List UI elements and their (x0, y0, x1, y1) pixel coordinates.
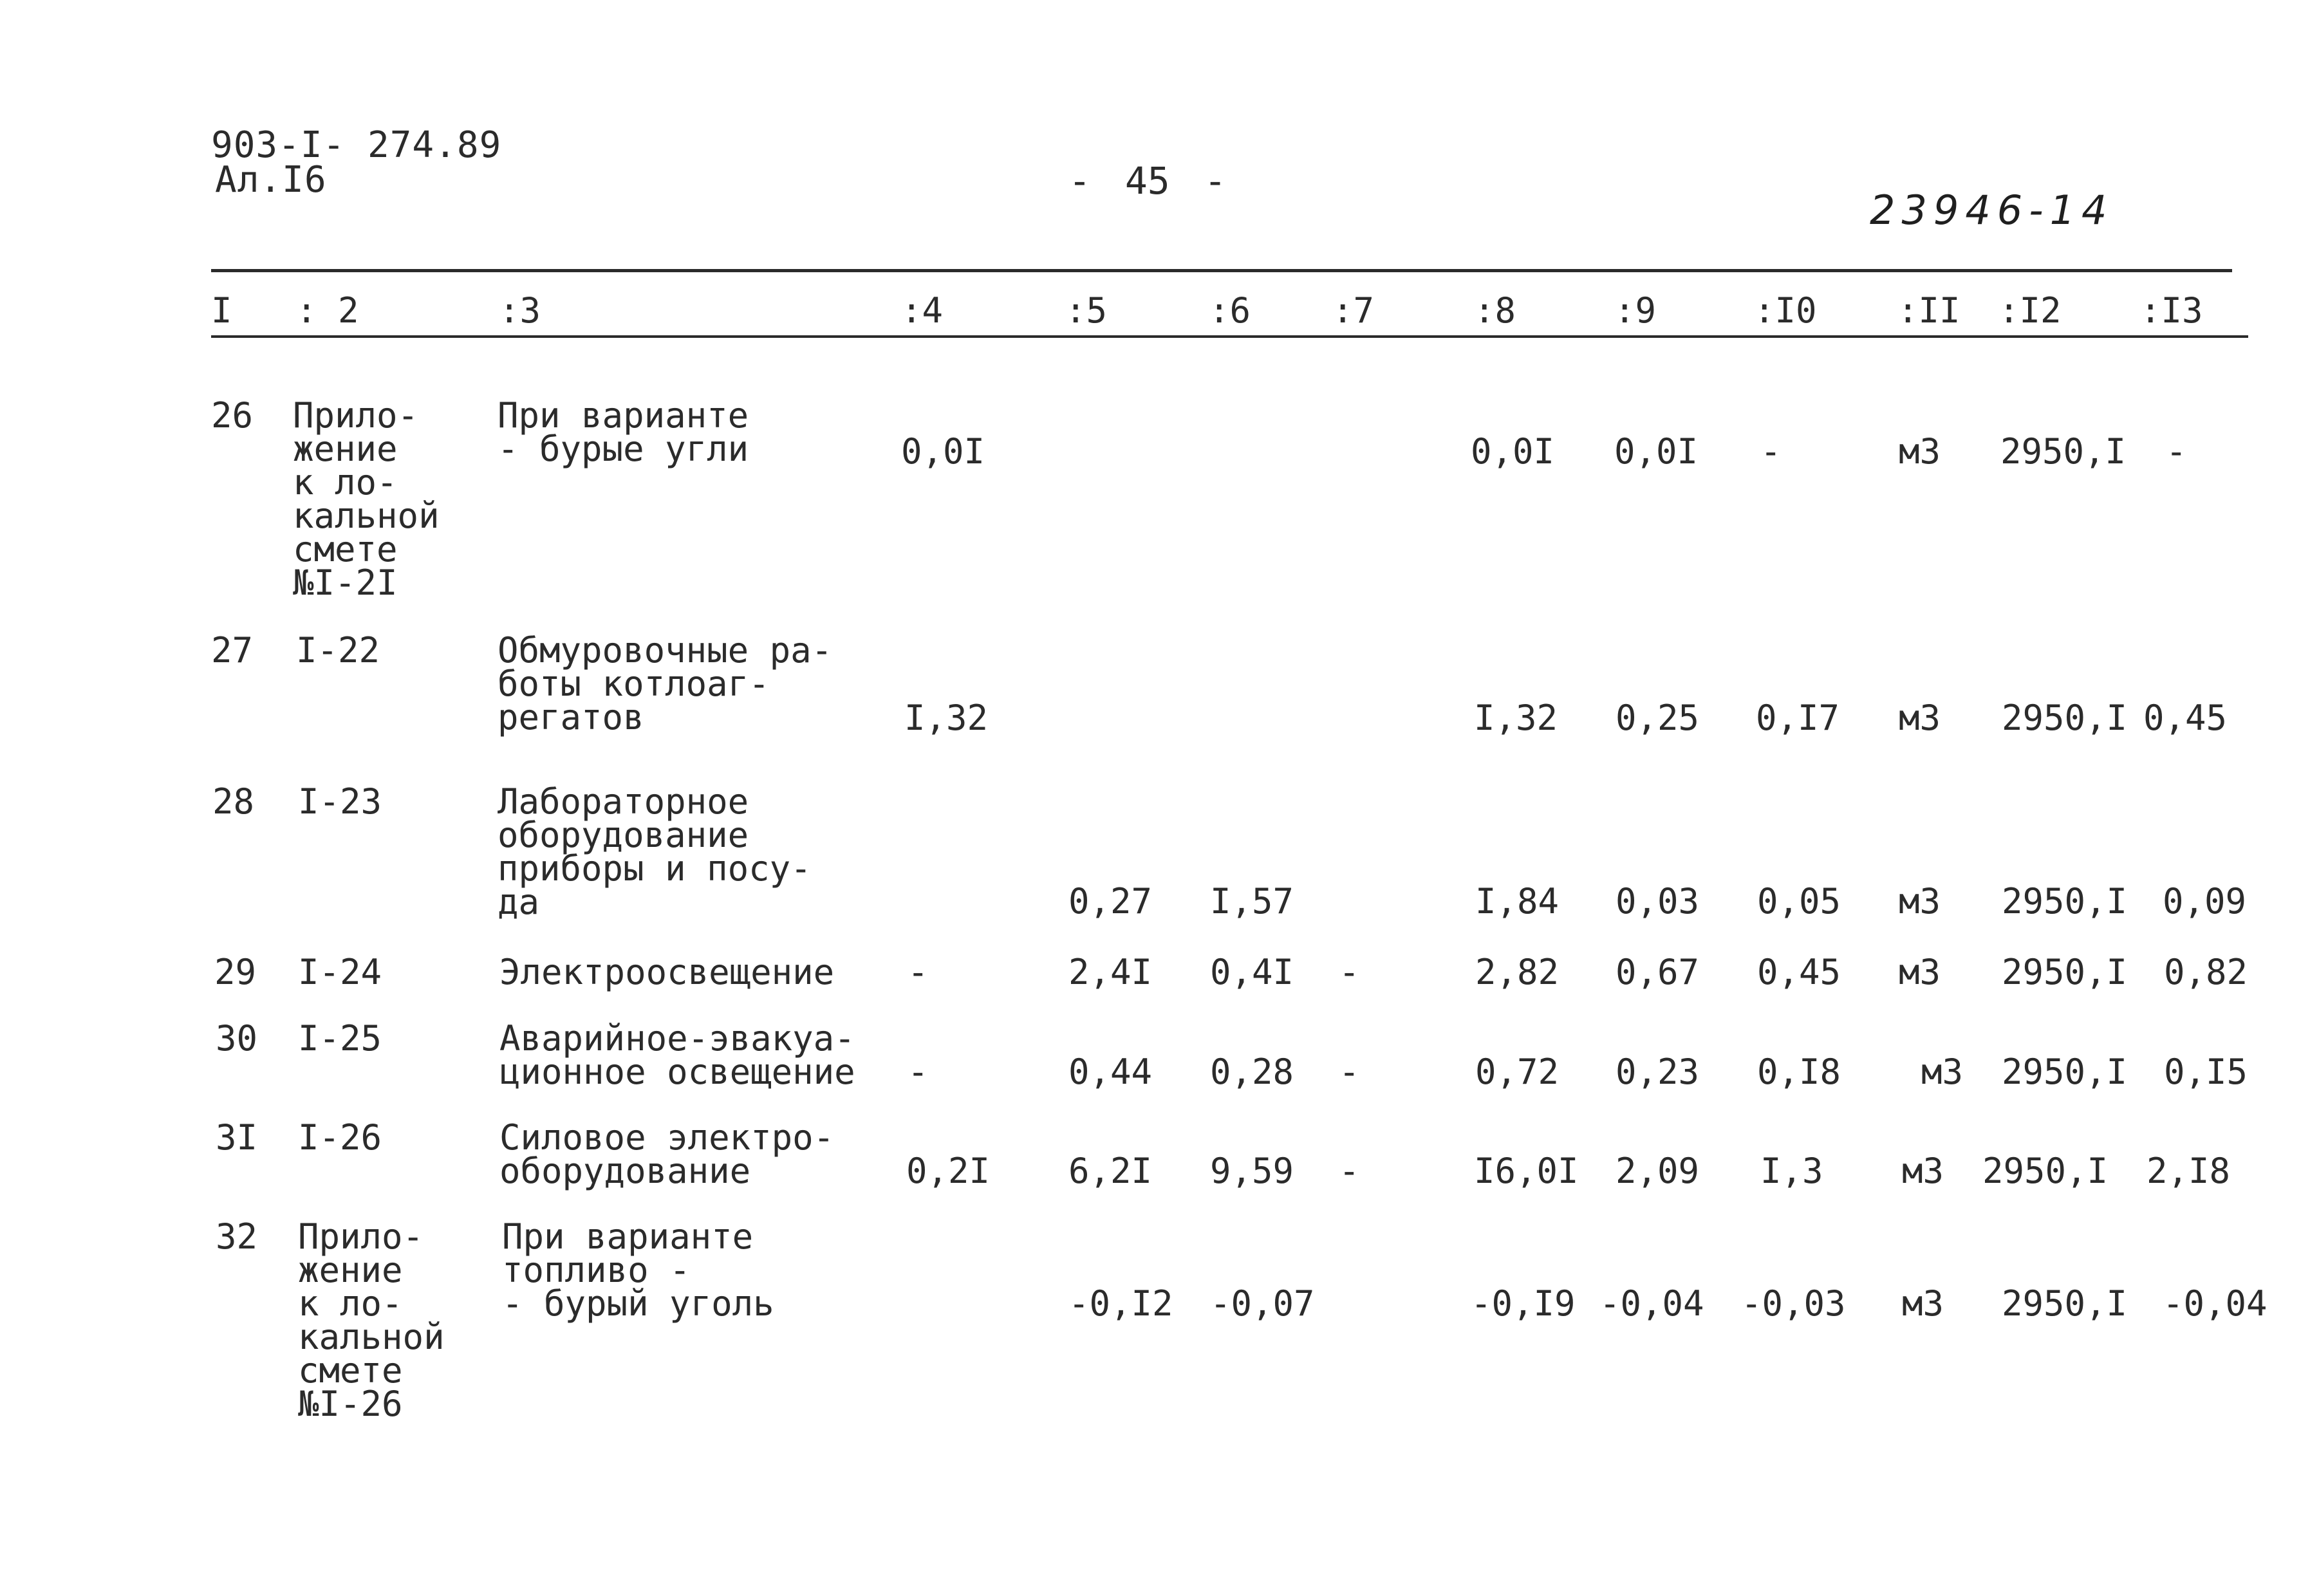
cell-col-12: 2950,I (2002, 1052, 2128, 1092)
table-top-rule (211, 269, 2232, 272)
cell-col-11: м3 (1921, 1052, 1964, 1092)
column-header-12: :I2 (1998, 290, 2062, 331)
row-number: 30 (216, 1018, 258, 1059)
column-header-11: :II (1897, 290, 1960, 331)
column-header-7: :7 (1332, 290, 1375, 331)
column-header-8: :8 (1474, 290, 1516, 331)
cell-col-13: -0,04 (2163, 1283, 2268, 1324)
cell-col-11: м3 (1902, 1283, 1944, 1324)
cell-col-8: 2,82 (1475, 952, 1560, 992)
cell-col-12: 2950,I (1982, 1151, 2109, 1191)
column-header-9: :9 (1614, 290, 1657, 331)
cell-col-5: 6,2I (1068, 1151, 1153, 1191)
cell-col-9: 0,67 (1616, 952, 1700, 992)
row-code: I-22 (296, 630, 380, 671)
cell-col-10: 0,I8 (1757, 1052, 1841, 1092)
column-header-13: :I3 (2140, 290, 2203, 331)
row-name: Аварийное-эвакуа- ционное освещение (499, 1018, 855, 1092)
cell-col-8: I,84 (1475, 881, 1560, 922)
cell-col-6: I,57 (1210, 881, 1294, 922)
column-header-3: :3 (499, 290, 541, 331)
sheet-number: Ал.I6 (215, 159, 327, 201)
cell-col-11: м3 (1899, 431, 1941, 472)
column-header-5: :5 (1065, 290, 1108, 331)
cell-col-5: 0,27 (1068, 881, 1153, 922)
cell-col-9: 0,0I (1614, 431, 1699, 472)
cell-col-4: 0,2I (906, 1151, 991, 1191)
cell-col-11: м3 (1899, 952, 1941, 992)
cell-col-6: 9,59 (1210, 1151, 1294, 1191)
cell-col-13: - (2166, 431, 2187, 472)
cell-col-13: 0,45 (2143, 698, 2228, 738)
cell-col-9: 0,03 (1616, 881, 1700, 922)
cell-col-12: 2950,I (2002, 698, 2128, 738)
row-name: При варианте топливо - - бурый уголь (502, 1216, 774, 1324)
column-header-2: : 2 (296, 290, 359, 331)
cell-col-8: -0,I9 (1471, 1283, 1576, 1324)
cell-col-13: 2,I8 (2147, 1151, 2231, 1191)
handwritten-inventory-number: 23946-14 (1870, 187, 2114, 234)
column-header-4: :4 (901, 290, 944, 331)
cell-col-4: 0,0I (901, 431, 985, 472)
cell-col-11: м3 (1902, 1151, 1944, 1191)
column-header-10: :I0 (1754, 290, 1817, 331)
cell-col-4: - (908, 952, 929, 992)
cell-col-8: I6,0I (1474, 1151, 1579, 1191)
cell-col-9: 0,25 (1616, 698, 1700, 738)
cell-col-4: I,32 (904, 698, 989, 738)
cell-col-4: - (908, 1052, 929, 1092)
cell-col-10: 0,45 (1757, 952, 1841, 992)
row-number: 3I (216, 1117, 258, 1158)
cell-col-12: 2950,I (2002, 1283, 2128, 1324)
cell-col-11: м3 (1899, 698, 1941, 738)
row-number: 26 (211, 395, 254, 436)
row-code: I-25 (298, 1018, 382, 1059)
row-name: Силовое электро- оборудование (499, 1117, 835, 1191)
cell-col-6: 0,28 (1210, 1052, 1294, 1092)
cell-col-12: 2950,I (2000, 431, 2127, 472)
cell-col-8: 0,72 (1475, 1052, 1560, 1092)
row-number: 28 (212, 781, 255, 822)
row-code: I-26 (298, 1117, 382, 1158)
cell-col-7: - (1339, 1151, 1360, 1191)
cell-col-12: 2950,I (2002, 952, 2128, 992)
cell-col-10: -0,03 (1741, 1283, 1846, 1324)
cell-col-5: -0,I2 (1068, 1283, 1173, 1324)
cell-col-10: 0,I7 (1756, 698, 1840, 738)
document-code: 903-I- 274.89 (211, 124, 502, 166)
row-code: I-23 (298, 781, 382, 822)
cell-col-9: 2,09 (1616, 1151, 1700, 1191)
row-number: 27 (211, 630, 254, 671)
cell-col-13: 0,82 (2164, 952, 2248, 992)
cell-col-5: 0,44 (1068, 1052, 1153, 1092)
cell-col-6: -0,07 (1210, 1283, 1315, 1324)
row-name: Лабораторное оборудование приборы и посу- да (498, 781, 812, 922)
row-code: I-24 (298, 952, 382, 992)
cell-col-9: -0,04 (1599, 1283, 1704, 1324)
row-number: 32 (216, 1216, 258, 1257)
cell-col-12: 2950,I (2002, 881, 2128, 922)
table-header-rule (211, 335, 2248, 338)
row-code: Прило- жение к ло- кальной смете №I-2I (293, 395, 440, 603)
cell-col-10: - (1760, 431, 1782, 472)
cell-col-6: 0,4I (1210, 952, 1294, 992)
cell-col-8: I,32 (1474, 698, 1558, 738)
cell-col-10: 0,05 (1757, 881, 1841, 922)
cell-col-13: 0,09 (2163, 881, 2247, 922)
row-code: Прило- жение к ло- кальной смете №I-26 (298, 1216, 445, 1424)
cell-col-11: м3 (1899, 881, 1941, 922)
row-name: Электроосвещение (499, 952, 835, 992)
cell-col-10: I,3 (1760, 1151, 1823, 1191)
cell-col-13: 0,I5 (2164, 1052, 2248, 1092)
row-number: 29 (214, 952, 257, 992)
column-header-6: :6 (1209, 290, 1251, 331)
row-name: При варианте - бурые угли (498, 395, 749, 469)
column-header-1: I (211, 290, 232, 331)
cell-col-5: 2,4I (1068, 952, 1153, 992)
page-number: - 45 - (1068, 159, 1227, 203)
cell-col-7: - (1339, 952, 1360, 992)
cell-col-9: 0,23 (1616, 1052, 1700, 1092)
cell-col-8: 0,0I (1471, 431, 1555, 472)
cell-col-7: - (1339, 1052, 1360, 1092)
row-name: Обмуровочные ра- боты котлоаг- регатов (498, 630, 833, 738)
